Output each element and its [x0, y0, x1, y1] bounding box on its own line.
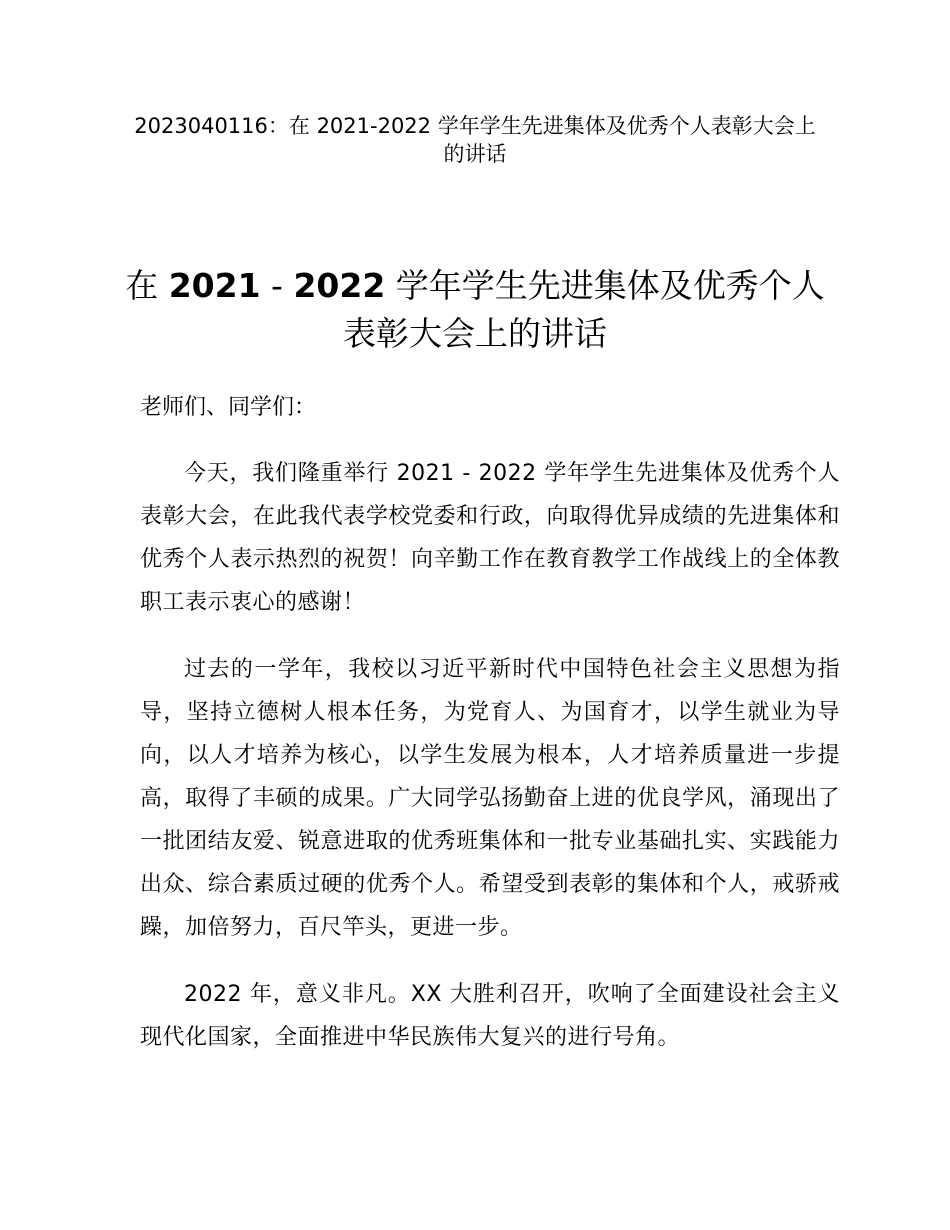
- speech-title: [110, 262, 840, 358]
- salutation: 老师们、同学们：: [140, 395, 317, 420]
- speech-title-year-start: 2021: [168, 266, 261, 305]
- speech-body: [140, 388, 840, 1083]
- speech-title-year-end: 2022: [293, 266, 386, 305]
- paragraph-3: 2022 年，意义非凡。XX 大胜利召开，吹响了全面建设社会主义现代化国家，全面推进中华民族伟大复兴的进行号角。: [140, 982, 840, 1050]
- speech-title-prefix: 在: [125, 266, 169, 305]
- speech-title-suffix: 学年学生先进集体及优秀个人表彰大会上的讲话: [343, 266, 825, 353]
- paragraph-1: 今天，我们隆重举行 2021 - 2022 学年学生先进集体及优秀个人表彰大会，在此我代表学校党委和行政，向取得优异成绩的先进集体和优秀个人表示热烈的祝贺！向辛勤工作在教育教学工作战线上的全体教职工表示衷心的感谢！: [140, 461, 840, 615]
- paragraph-2: 过去的一学年，我校以习近平新时代中国特色社会主义思想为指导，坚持立德树人根本任务，为党育人、为国育才，以学生就业为导向，以人才培养为核心，以学生发展为根本，人才培养质量进一步提高，取得了丰硕的成果。广大同学弘扬勤奋上进的优良学风，涌现出了一批团结友爱、锐意进取的优秀班集体和一批专业基础扎实、实践能力出众、综合素质过硬的优秀个人。希望受到表彰的集体和个人，戒骄戒躁，加倍努力，百尺竿头，更进一步。: [140, 657, 840, 940]
- document-header-title: 2023040116：在 2021-2022 学年学生先进集体及优秀个人表彰大会上的讲话: [134, 114, 816, 166]
- speech-title-separator: -: [260, 266, 294, 305]
